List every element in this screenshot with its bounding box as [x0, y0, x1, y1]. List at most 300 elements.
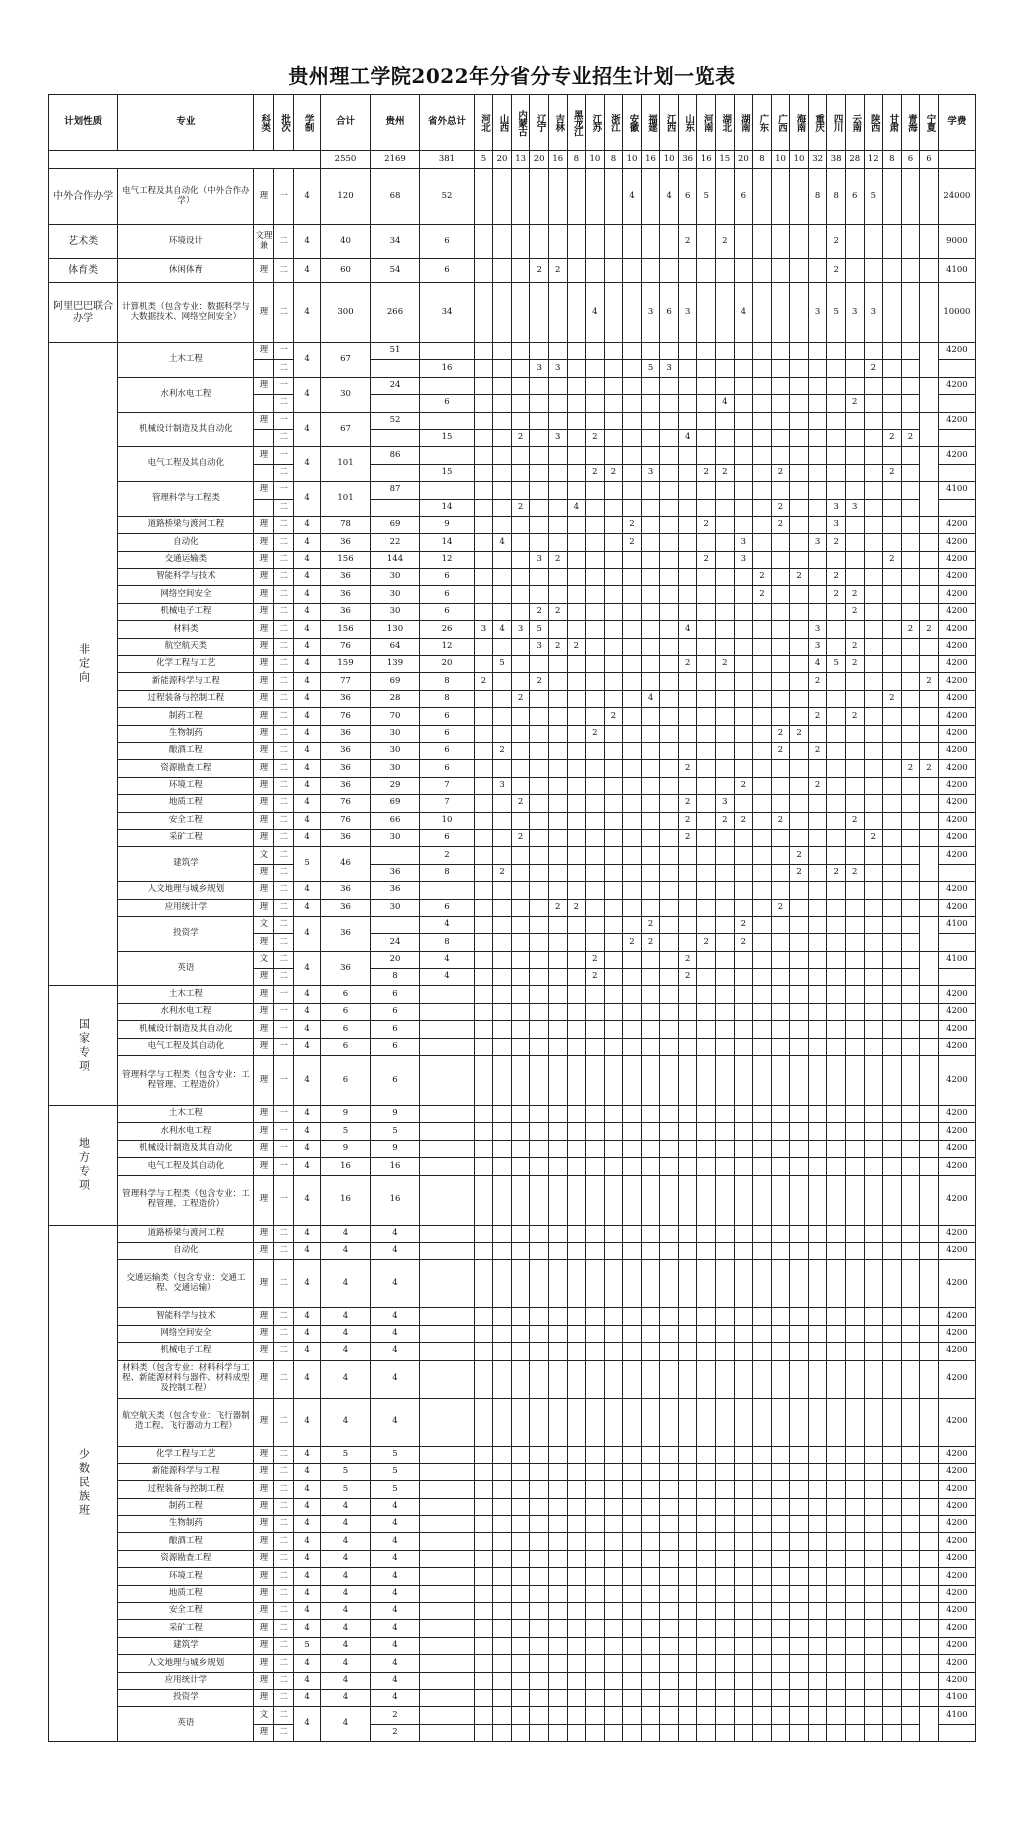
data-cell: 4200: [938, 1481, 975, 1498]
data-cell: [845, 1603, 864, 1620]
data-cell: [420, 986, 474, 1003]
data-cell: [474, 1225, 493, 1242]
plan-type-cell: 国家专项: [49, 986, 118, 1106]
data-cell: 4: [370, 1568, 420, 1585]
data-cell: [845, 569, 864, 586]
data-cell: [697, 673, 716, 690]
table-row: [49, 1463, 976, 1480]
data-cell: [864, 482, 883, 499]
data-cell: [530, 1325, 549, 1342]
data-cell: 理: [254, 760, 274, 777]
data-cell: [901, 360, 920, 377]
data-cell: [548, 1140, 567, 1157]
data-cell: [920, 1603, 939, 1620]
data-cell: [734, 395, 753, 412]
data-cell: 二: [274, 916, 294, 933]
data-cell: 二: [274, 690, 294, 707]
data-cell: [474, 1603, 493, 1620]
data-cell: [530, 1516, 549, 1533]
data-cell: 4: [370, 1325, 420, 1342]
table-row: [49, 1021, 976, 1038]
data-cell: [548, 1637, 567, 1654]
data-cell: [567, 656, 586, 673]
data-cell: [864, 969, 883, 986]
data-cell: [660, 395, 679, 412]
data-cell: [920, 1158, 939, 1175]
data-cell: [771, 1637, 790, 1654]
data-cell: [734, 377, 753, 394]
data-cell: [808, 1260, 827, 1308]
data-cell: [586, 1021, 605, 1038]
data-cell: 4: [641, 690, 660, 707]
data-cell: 2: [845, 603, 864, 620]
data-cell: [883, 1140, 902, 1157]
data-cell: 159: [321, 656, 371, 673]
data-cell: [808, 1568, 827, 1585]
data-cell: [567, 1308, 586, 1325]
table-row: [49, 343, 976, 360]
data-cell: [548, 1690, 567, 1707]
data-cell: [493, 1672, 512, 1689]
data-cell: [604, 673, 623, 690]
data-cell: 理: [254, 377, 274, 394]
data-cell: [660, 1568, 679, 1585]
data-cell: [883, 1533, 902, 1550]
data-cell: [864, 603, 883, 620]
data-cell: [548, 283, 567, 343]
data-cell: [548, 916, 567, 933]
data-cell: [474, 429, 493, 446]
data-cell: [920, 777, 939, 794]
data-cell: [493, 516, 512, 533]
major-cell: 应用统计学: [118, 1672, 254, 1689]
data-cell: [734, 360, 753, 377]
data-cell: [901, 847, 920, 864]
data-cell: [586, 1550, 605, 1567]
data-cell: 3: [734, 534, 753, 551]
data-cell: [808, 1308, 827, 1325]
data-cell: [716, 1225, 735, 1242]
data-cell: 8: [420, 673, 474, 690]
data-cell: [586, 1056, 605, 1106]
data-cell: 二: [274, 586, 294, 603]
data-cell: [604, 1463, 623, 1480]
data-cell: [734, 447, 753, 464]
table-row: [49, 482, 976, 499]
data-cell: 4100: [938, 916, 975, 933]
data-cell: [901, 1585, 920, 1602]
data-cell: [567, 551, 586, 568]
data-cell: [586, 499, 605, 516]
data-cell: [641, 656, 660, 673]
data-cell: [771, 1123, 790, 1140]
data-cell: 4: [493, 534, 512, 551]
data-cell: [623, 812, 642, 829]
data-cell: [567, 447, 586, 464]
data-cell: [864, 551, 883, 568]
data-cell: 5: [294, 847, 321, 882]
data-cell: 4200: [938, 847, 975, 864]
data-cell: 5: [370, 1446, 420, 1463]
data-cell: [530, 464, 549, 481]
data-cell: 4: [420, 916, 474, 933]
data-cell: [771, 1398, 790, 1446]
data-cell: [660, 1158, 679, 1175]
data-cell: [827, 603, 846, 620]
major-cell: 化学工程与工艺: [118, 656, 254, 673]
data-cell: 2: [493, 742, 512, 759]
data-cell: [734, 603, 753, 620]
data-cell: [864, 1516, 883, 1533]
data-cell: [827, 1398, 846, 1446]
data-cell: [493, 1568, 512, 1585]
data-cell: 理: [254, 1343, 274, 1360]
data-cell: 2: [623, 934, 642, 951]
data-cell: [901, 812, 920, 829]
data-cell: [697, 1463, 716, 1480]
data-cell: [678, 343, 697, 360]
data-cell: [548, 586, 567, 603]
data-cell: [790, 482, 809, 499]
data-cell: 4: [370, 1343, 420, 1360]
data-cell: 36: [321, 569, 371, 586]
data-cell: [660, 225, 679, 259]
data-cell: [771, 534, 790, 551]
data-cell: [604, 1603, 623, 1620]
data-cell: 3: [511, 621, 530, 638]
data-cell: 4: [294, 1242, 321, 1259]
data-cell: [641, 847, 660, 864]
data-cell: 4200: [938, 795, 975, 812]
data-cell: [753, 343, 772, 360]
data-cell: [493, 1325, 512, 1342]
data-cell: [641, 516, 660, 533]
data-cell: [548, 1003, 567, 1020]
data-cell: [511, 777, 530, 794]
data-cell: 2: [827, 569, 846, 586]
data-cell: [808, 1672, 827, 1689]
data-cell: [753, 259, 772, 283]
data-cell: [734, 656, 753, 673]
data-cell: [808, 1158, 827, 1175]
data-cell: [716, 259, 735, 283]
data-cell: 2: [883, 464, 902, 481]
data-cell: [604, 551, 623, 568]
data-cell: [771, 1516, 790, 1533]
data-cell: [604, 829, 623, 846]
data-cell: 4200: [938, 708, 975, 725]
header-cell: 青海: [901, 95, 920, 151]
data-cell: [370, 499, 420, 516]
data-cell: 77: [321, 673, 371, 690]
data-cell: [753, 864, 772, 881]
data-cell: [641, 1672, 660, 1689]
header-cell: 学制: [294, 95, 321, 151]
data-cell: [548, 1106, 567, 1123]
data-cell: 4: [370, 1585, 420, 1602]
data-cell: [808, 1655, 827, 1672]
data-cell: [864, 1003, 883, 1020]
data-cell: [790, 795, 809, 812]
data-cell: [753, 1360, 772, 1398]
data-cell: [641, 1038, 660, 1055]
data-cell: [641, 395, 660, 412]
data-cell: [901, 829, 920, 846]
data-cell: [604, 482, 623, 499]
data-cell: [567, 1585, 586, 1602]
data-cell: 6: [370, 1056, 420, 1106]
data-cell: 一: [274, 412, 294, 429]
data-cell: [604, 1568, 623, 1585]
data-cell: [604, 916, 623, 933]
data-cell: [641, 429, 660, 446]
data-cell: 二: [274, 360, 294, 377]
data-cell: [808, 1637, 827, 1654]
data-cell: [901, 1038, 920, 1055]
data-cell: [474, 1038, 493, 1055]
data-cell: 5: [530, 621, 549, 638]
data-cell: [845, 447, 864, 464]
data-cell: [901, 534, 920, 551]
data-cell: [641, 377, 660, 394]
data-cell: [474, 1516, 493, 1533]
data-cell: 6: [420, 899, 474, 916]
data-cell: [586, 343, 605, 360]
data-cell: 理: [254, 569, 274, 586]
data-cell: [883, 742, 902, 759]
data-cell: 理: [254, 1550, 274, 1567]
data-cell: [697, 1672, 716, 1689]
data-cell: 69: [370, 795, 420, 812]
data-cell: [474, 829, 493, 846]
data-cell: [474, 1325, 493, 1342]
data-cell: 15: [420, 464, 474, 481]
data-cell: [883, 1360, 902, 1398]
data-cell: [864, 951, 883, 968]
data-cell: [901, 864, 920, 881]
data-cell: [623, 1038, 642, 1055]
data-cell: [604, 377, 623, 394]
data-cell: [920, 986, 939, 1003]
data-cell: [493, 986, 512, 1003]
data-cell: [420, 1516, 474, 1533]
data-cell: [920, 447, 939, 482]
data-cell: [771, 795, 790, 812]
data-cell: [493, 225, 512, 259]
data-cell: [864, 1498, 883, 1515]
data-cell: [567, 412, 586, 429]
data-cell: [920, 899, 939, 916]
data-cell: 理: [254, 1021, 274, 1038]
data-cell: [604, 1003, 623, 1020]
data-cell: [697, 586, 716, 603]
data-cell: [734, 1463, 753, 1480]
data-cell: 4: [370, 1533, 420, 1550]
data-cell: 3: [660, 360, 679, 377]
data-cell: [586, 1175, 605, 1225]
data-cell: 理: [254, 882, 274, 899]
data-cell: [883, 516, 902, 533]
data-cell: 69: [370, 673, 420, 690]
header-cell: 广西: [771, 95, 790, 151]
data-cell: [716, 882, 735, 899]
data-cell: [586, 603, 605, 620]
data-cell: 4: [294, 1343, 321, 1360]
data-cell: [901, 777, 920, 794]
data-cell: [920, 1655, 939, 1672]
data-cell: [734, 586, 753, 603]
data-cell: [808, 360, 827, 377]
total-cell: 32: [808, 151, 827, 169]
data-cell: [864, 690, 883, 707]
data-cell: 文: [254, 847, 274, 864]
data-cell: [623, 1225, 642, 1242]
data-cell: [641, 499, 660, 516]
data-cell: [827, 1123, 846, 1140]
data-cell: [493, 1516, 512, 1533]
data-cell: [920, 169, 939, 225]
data-cell: [716, 1175, 735, 1225]
data-cell: [604, 259, 623, 283]
data-cell: [604, 1498, 623, 1515]
data-cell: [808, 1446, 827, 1463]
data-cell: [697, 1690, 716, 1707]
data-cell: [548, 1533, 567, 1550]
table-row: [49, 1360, 976, 1398]
data-cell: [567, 1325, 586, 1342]
data-cell: 2: [883, 690, 902, 707]
data-cell: [771, 1106, 790, 1123]
major-cell: 资源勘查工程: [118, 760, 254, 777]
data-cell: 30: [370, 725, 420, 742]
data-cell: 理: [254, 812, 274, 829]
data-cell: 30: [370, 742, 420, 759]
data-cell: [678, 777, 697, 794]
data-cell: [604, 847, 623, 864]
data-cell: [901, 569, 920, 586]
data-cell: [548, 1585, 567, 1602]
data-cell: 4: [294, 916, 321, 951]
data-cell: [771, 586, 790, 603]
data-cell: 理: [254, 1516, 274, 1533]
data-cell: [697, 847, 716, 864]
table-row: [49, 1603, 976, 1620]
data-cell: [678, 1481, 697, 1498]
data-cell: [530, 1707, 549, 1724]
data-cell: [753, 1690, 772, 1707]
data-cell: [697, 1620, 716, 1637]
data-cell: [530, 1056, 549, 1106]
data-cell: [827, 777, 846, 794]
data-cell: [623, 829, 642, 846]
data-cell: 9000: [938, 225, 975, 259]
data-cell: 6: [420, 708, 474, 725]
data-cell: 二: [274, 847, 294, 864]
data-cell: [678, 534, 697, 551]
data-cell: [678, 1690, 697, 1707]
data-cell: [604, 1360, 623, 1398]
data-cell: 4: [370, 1398, 420, 1446]
data-cell: [864, 916, 883, 933]
data-cell: 30: [370, 829, 420, 846]
data-cell: 理: [254, 1724, 274, 1741]
data-cell: [827, 1637, 846, 1654]
data-cell: [771, 621, 790, 638]
data-cell: [845, 1140, 864, 1157]
data-cell: [474, 1498, 493, 1515]
data-cell: [864, 638, 883, 655]
data-cell: [883, 1325, 902, 1342]
data-cell: 二: [274, 1516, 294, 1533]
data-cell: 5: [321, 1481, 371, 1498]
data-cell: [790, 621, 809, 638]
data-cell: 4: [294, 1003, 321, 1020]
data-cell: [586, 1620, 605, 1637]
data-cell: [586, 1568, 605, 1585]
data-cell: [660, 603, 679, 620]
data-cell: [697, 1516, 716, 1533]
header-cell: 湖南: [734, 95, 753, 151]
data-cell: [511, 1568, 530, 1585]
data-cell: [790, 429, 809, 446]
header-cell: 甘肃: [883, 95, 902, 151]
data-cell: 2: [678, 760, 697, 777]
data-cell: [420, 447, 474, 464]
data-cell: [845, 847, 864, 864]
data-cell: 理: [254, 1360, 274, 1398]
data-cell: 2: [548, 603, 567, 620]
major-cell: 管理科学与工程类（包含专业：工程管理、工程造价）: [118, 1175, 254, 1225]
data-cell: 4200: [938, 1158, 975, 1175]
data-cell: [567, 377, 586, 394]
data-cell: [771, 482, 790, 499]
data-cell: 4200: [938, 1038, 975, 1055]
data-cell: [753, 1620, 772, 1637]
data-cell: 4200: [938, 690, 975, 707]
data-cell: 3: [641, 283, 660, 343]
data-cell: 2: [790, 864, 809, 881]
data-cell: 一: [274, 169, 294, 225]
data-cell: [660, 1225, 679, 1242]
data-cell: [716, 708, 735, 725]
data-cell: [883, 1690, 902, 1707]
data-cell: [604, 395, 623, 412]
data-cell: [474, 795, 493, 812]
data-cell: 3: [808, 638, 827, 655]
data-cell: 4: [370, 1242, 420, 1259]
data-cell: [883, 534, 902, 551]
data-cell: [474, 1242, 493, 1259]
data-cell: [845, 429, 864, 446]
data-cell: [474, 882, 493, 899]
data-cell: [660, 1343, 679, 1360]
data-cell: 52: [370, 412, 420, 429]
data-cell: [567, 464, 586, 481]
data-cell: [808, 1690, 827, 1707]
data-cell: [697, 1242, 716, 1259]
data-cell: 二: [274, 464, 294, 481]
data-cell: [790, 1242, 809, 1259]
data-cell: [864, 447, 883, 464]
data-cell: 8: [827, 169, 846, 225]
data-cell: [493, 360, 512, 377]
data-cell: [808, 1123, 827, 1140]
data-cell: 4: [294, 1158, 321, 1175]
data-cell: [883, 1568, 902, 1585]
data-cell: [920, 1707, 939, 1742]
data-cell: [493, 1481, 512, 1498]
data-cell: [493, 1585, 512, 1602]
